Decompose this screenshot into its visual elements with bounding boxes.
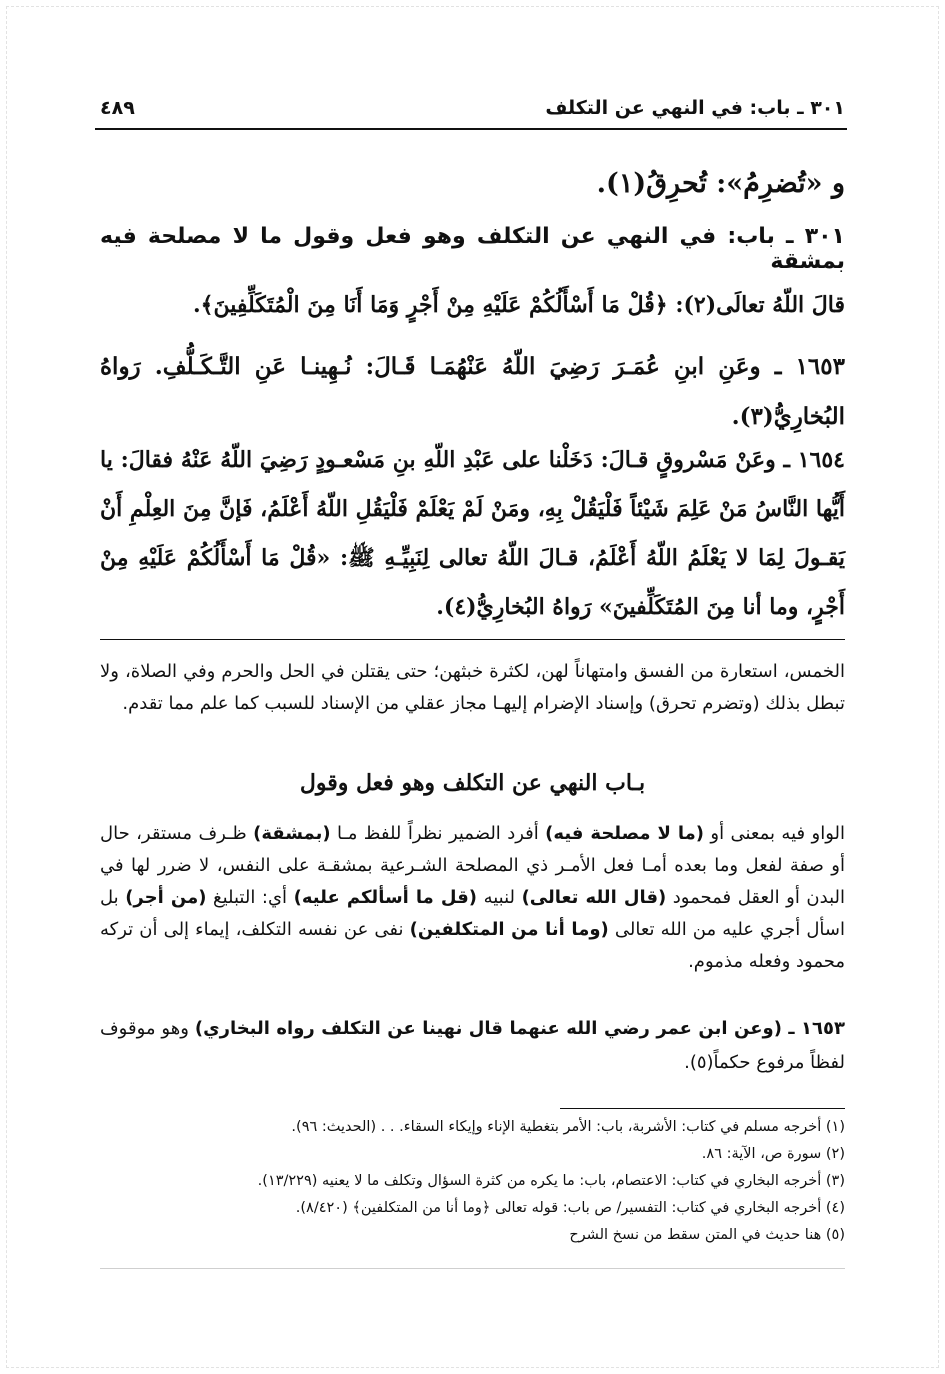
bold-run: (وما أنا من المتكلفين): [409, 919, 609, 940]
hadith-1653: ١٦٥٣ ـ وعَنِ ابنِ عُمَـرَ رَضِيَ اللّهُ عَنْهُمَـا قَـالَ: نُـهِينـا عَنِ التَّـكَـلُّفِ. رَواهُ البُخارِيُّ(٣).: [100, 353, 845, 430]
sharh-subheading: بـاب النهي عن التكلف وهو فعل وقول: [299, 770, 646, 796]
sharh-paragraph-1: الخمس، استعارة من الفسق وامتهاناً لهن، لكثرة خبثهن؛ حتى يقتلن في الحل والحرم وفي الصلاة، ولا تبطل بذلك (وتضرم تحرق) وإسناد الإضرام إليهـا مجاز عقلي من الإسناد للسبب كما علم مما تقدم.: [100, 661, 845, 714]
quran-verse-line: قالَ اللّهُ تعالَى(٢): ﴿قُلْ مَا أَسْأَلُكُمْ عَلَيْهِ مِنْ أَجْرٍ وَمَا أَنَا مِنَ الْمُتَكَلِّفِينَ﴾.: [192, 292, 845, 318]
page-header: [100, 93, 845, 129]
bold-run: (بمشقة): [253, 823, 331, 844]
bold-run: ١٦٥٣ ـ (وعن ابن عمر رضي الله عنهما قال نهينا عن التكلف رواه البخاري): [194, 1018, 845, 1039]
footnote-5: (٥) هنا حديث في المتن سقط من نسخ الشرح: [569, 1227, 845, 1243]
text-run: ظـرف مستقر، حال أو صفة لفعل وما بعده أمـا فعل الأمـر ذي المصلحة الشـرعية بمشقـة على النفس، لا ضرر لها في البدن أو العقل فمحمود: [100, 823, 846, 908]
text-run: الواو فيه بمعنى أو: [703, 823, 845, 844]
text-run: نفى عن نفسه التكلف، إيماء إلى أن تركه محمود وفعله مذموم.: [100, 919, 845, 972]
text-run: لنبيه: [477, 887, 522, 908]
page-number: ٤٨٩: [100, 97, 135, 119]
footnote-2: (٢) سورة ص، الآية: ٨٦.: [701, 1146, 845, 1162]
footnote-3: (٣) أخرجه البخاري في كتاب: الاعتصام، باب: ما يكره من كثرة السؤال وتكلف ما لا يعنيه (١٣/٢٢٩).: [257, 1173, 845, 1189]
text-run: وهو موقوف لفظاً مرفوع حكماً(٥).: [100, 1018, 845, 1073]
matn-line-tudrimu: و «تُضرِمُ»: تُحرِقُ(١).: [596, 168, 845, 199]
matn-sharh-divider: [100, 639, 845, 640]
footnotes: [100, 1114, 845, 1249]
footnote-1: (١) أخرجه مسلم في كتاب: الأشربة، باب: الأمر بتغطية الإناء وإيكاء السقاء. . . (الحديث: ٩٦).: [291, 1119, 845, 1135]
sharh-paragraph-2: [100, 818, 845, 978]
text-run: أي: التبليغ: [206, 887, 294, 908]
sharh-paragraph-3: [100, 1012, 845, 1080]
bold-run: (قل ما أسألكم عليه): [293, 887, 478, 908]
bold-run: (من أجر): [125, 887, 207, 908]
footnote-divider: [560, 1108, 845, 1109]
chapter-heading: ٣٠١ ـ باب: في النهي عن التكلف وهو فعل وقول ما لا مصلحة فيه بمشقة: [100, 224, 845, 274]
text-run: بل اسأل أجري عليه من الله تعالى: [100, 887, 845, 940]
bottom-border: [100, 1268, 845, 1269]
hadith-1654: ١٦٥٤ ـ وعَنْ مَسْروقٍ قـالَ: دَخَلْنا على عَبْدِ اللّهِ بنِ مَسْعـودٍ رَضِيَ اللّهُ عَنْهُ فقالَ: يا أَيُّها النَّاسُ مَنْ عَلِمَ شَيْئاً فَلْيَقُلْ بِهِ، ومَنْ لَمْ يَعْلَمْ فَلْيَقُلِ اللّهُ أَعْلَمُ، فَإنَّ مِنَ العِلْمِ أَنْ يَقـولَ لِمَا لا يَعْلَمُ اللّهُ أَعْلَمُ، قـالَ اللّهُ تعالى لِنَبِيِّـهِ ﷺ: «قُلْ مَا أَسْأَلُكُمْ عَلَيْهِ مِنْ أَجْرٍ، وما أنا مِنَ المُتَكَلِّفينَ» رَواهُ البُخارِيُّ(٤).: [100, 447, 845, 620]
footnote-4: (٤) أخرجه البخاري في كتاب: التفسير/ ص باب: قوله تعالى ﴿وما أنا من المتكلفين﴾ (٨/٤٢٠).: [295, 1200, 845, 1216]
running-header-title: ٣٠١ ـ باب: في النهي عن التكلف: [545, 97, 845, 119]
text-run: أفرد الضمير نظراً للفظ مـا: [330, 823, 546, 844]
bold-run: (ما لا مصلحة فيه): [545, 823, 704, 844]
bold-run: (قال الله تعالى): [521, 887, 667, 908]
header-divider: [95, 128, 847, 130]
